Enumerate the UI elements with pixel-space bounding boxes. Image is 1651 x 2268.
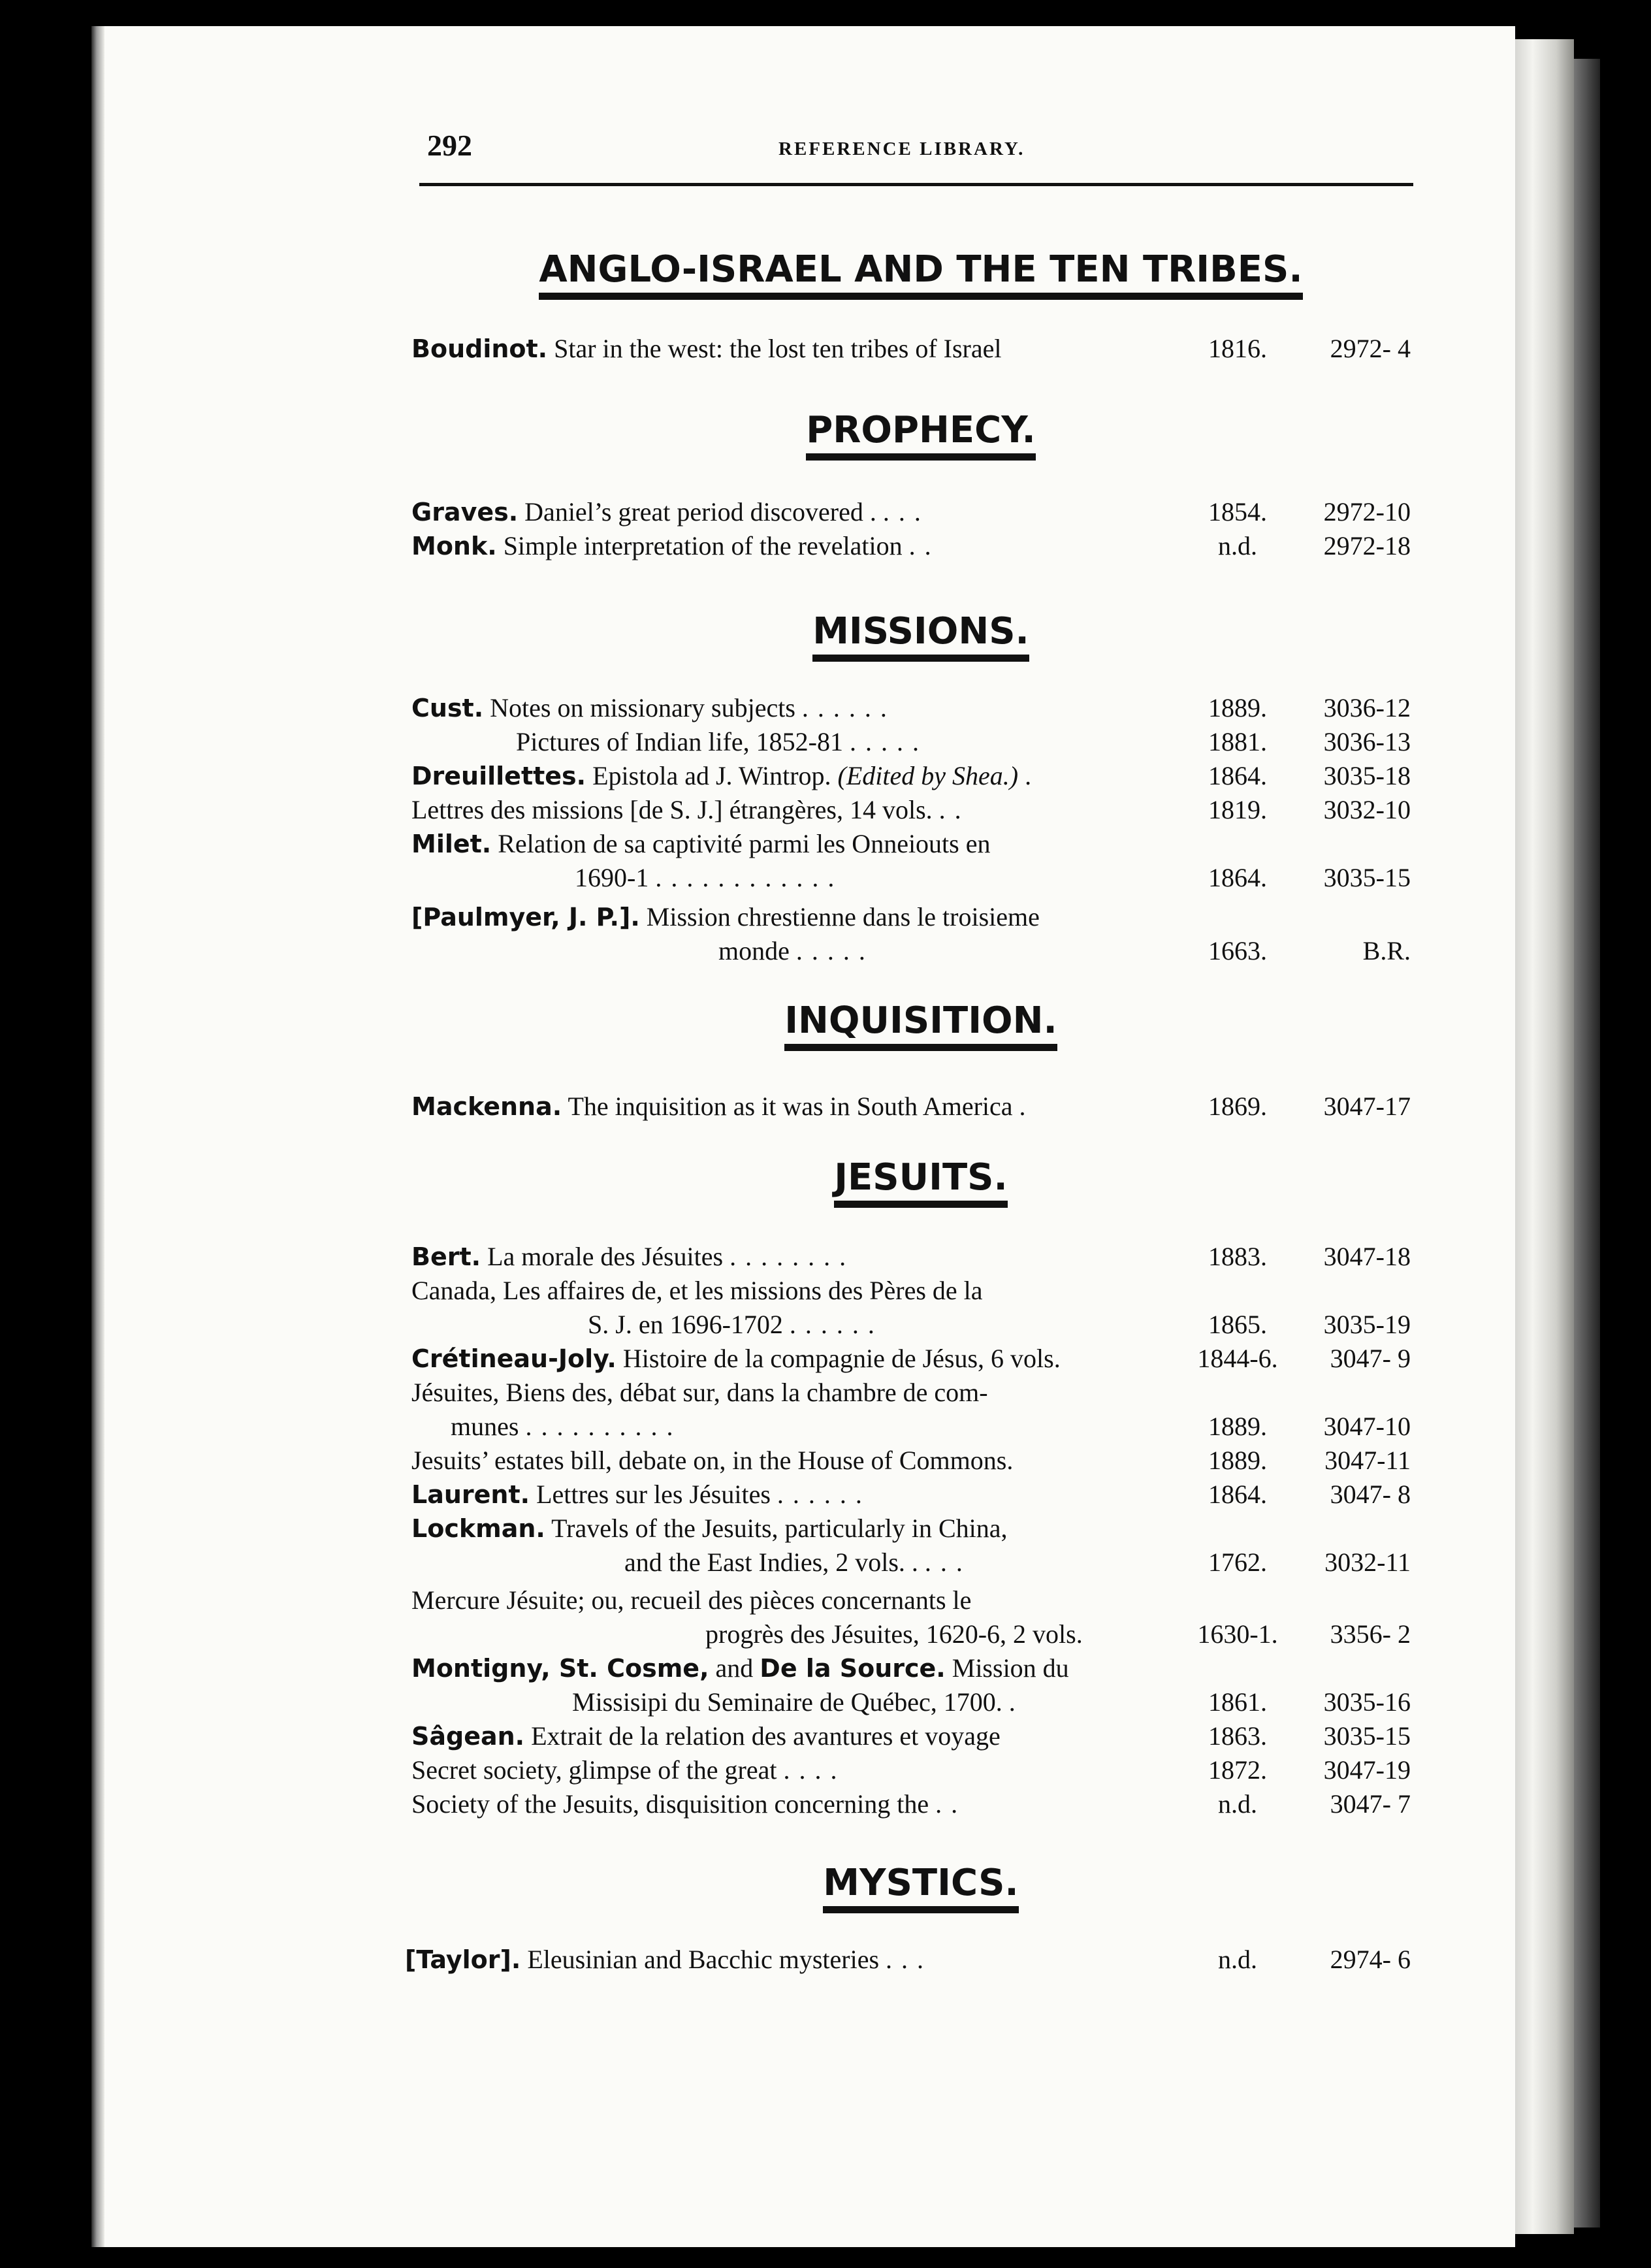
entry-row: Canada, Les affaires de, et les missions des Pères de la	[411, 1276, 983, 1305]
entry-row: Lockman. Travels of the Jesuits, particularly in China,	[411, 1514, 1008, 1543]
section-heading-mystics: MYSTICS.	[418, 1862, 1424, 1904]
entry-row: Crétineau-Joly. Histoire de la compagnie de Jésus, 6 vols. 1844-6. 3047- 9	[411, 1344, 1411, 1373]
entry-row: [Taylor]. Eleusinian and Bacchic mysteries . . . n.d. 2974- 6	[405, 1945, 1411, 1974]
entry-row: Laurent. Lettres sur les Jésuites . . . . . . 1864. 3047- 8	[411, 1480, 1411, 1509]
section-heading-prophecy: PROPHECY.	[418, 409, 1424, 451]
entry-row: Jesuits’ estates bill, debate on, in the House of Commons. 1889. 3047-11	[411, 1446, 1411, 1475]
entry-row: monde . . . . . 1663. B.R.	[718, 936, 1411, 965]
entry-row: Bert. La morale des Jésuites . . . . . . . . 1883. 3047-18	[411, 1242, 1411, 1271]
page-gutter	[91, 26, 104, 2247]
page-number: 292	[427, 129, 472, 162]
entry-row: Secret society, glimpse of the great . . . . 1872. 3047-19	[411, 1755, 1411, 1785]
entry-row: and the East Indies, 2 vols. . . . . 1762. 3032-11	[624, 1547, 1411, 1577]
entry-row: munes . . . . . . . . . . 1889. 3047-10	[451, 1412, 1411, 1441]
entry-row: Lettres des missions [de S. J.] étrangères, 14 vols. . . 1819. 3032-10	[411, 795, 1411, 824]
entry-row: Mackenna. The inquisition as it was in South America . 1869. 3047-17	[411, 1092, 1411, 1121]
section-heading-missions: MISSIONS.	[418, 610, 1424, 653]
entry-row: S. J. en 1696-1702 . . . . . . 1865. 3035-19	[588, 1310, 1411, 1339]
entry-row: Sâgean. Extrait de la relation des avantures et voyage 1863. 3035-15	[411, 1721, 1411, 1751]
page-edges	[1515, 39, 1574, 2234]
header-rule	[419, 183, 1413, 186]
entry-row: [Paulmyer, J. P.]. Mission chrestienne dans le troisieme	[411, 902, 1040, 932]
entry-row: Mercure Jésuite; ou, recueil des pièces concernants le	[411, 1585, 972, 1615]
entry-row: Boudinot. Star in the west: the lost ten tribes of Israel 1816. 2972- 4	[411, 334, 1411, 363]
section-heading-anglo-israel: ANGLO-ISRAEL AND THE TEN TRIBES.	[418, 248, 1424, 291]
entry-row: Milet. Relation de sa captivité parmi les Onneiouts en	[411, 829, 991, 858]
entry-row: progrès des Jésuites, 1620-6, 2 vols. 1630-1. 3356- 2	[705, 1619, 1411, 1649]
entry-row: Monk. Simple interpretation of the revelation . . n.d. 2972-18	[411, 531, 1411, 560]
entry-row: Cust. Notes on missionary subjects . . . . . . 1889. 3036-12	[411, 693, 1411, 722]
book-edge-shadow	[1574, 59, 1600, 2228]
entry-row: Dreuillettes. Epistola ad J. Wintrop. (Edited by Shea.) . 1864. 3035-18	[411, 761, 1411, 790]
entry-row: Montigny, St. Cosme, and De la Source. Mission du	[411, 1653, 1069, 1683]
section-heading-jesuits: JESUITS.	[418, 1156, 1424, 1199]
entry-row: Jésuites, Biens des, débat sur, dans la chambre de com-	[411, 1378, 988, 1407]
running-title: REFERENCE LIBRARY.	[778, 138, 1025, 159]
entry-row: Missisipi du Seminaire de Québec, 1700. . 1861. 3035-16	[572, 1687, 1411, 1717]
entry-row: Graves. Daniel’s great period discovered . . . . 1854. 2972-10	[411, 497, 1411, 526]
entry-row: 1690-1 . . . . . . . . . . . . 1864. 3035-15	[575, 863, 1411, 892]
entry-row: Society of the Jesuits, disquisition concerning the . . n.d. 3047- 7	[411, 1789, 1411, 1819]
entry-row: Pictures of Indian life, 1852-81 . . . . . 1881. 3036-13	[516, 727, 1411, 756]
section-heading-inquisition: INQUISITION.	[418, 999, 1424, 1042]
